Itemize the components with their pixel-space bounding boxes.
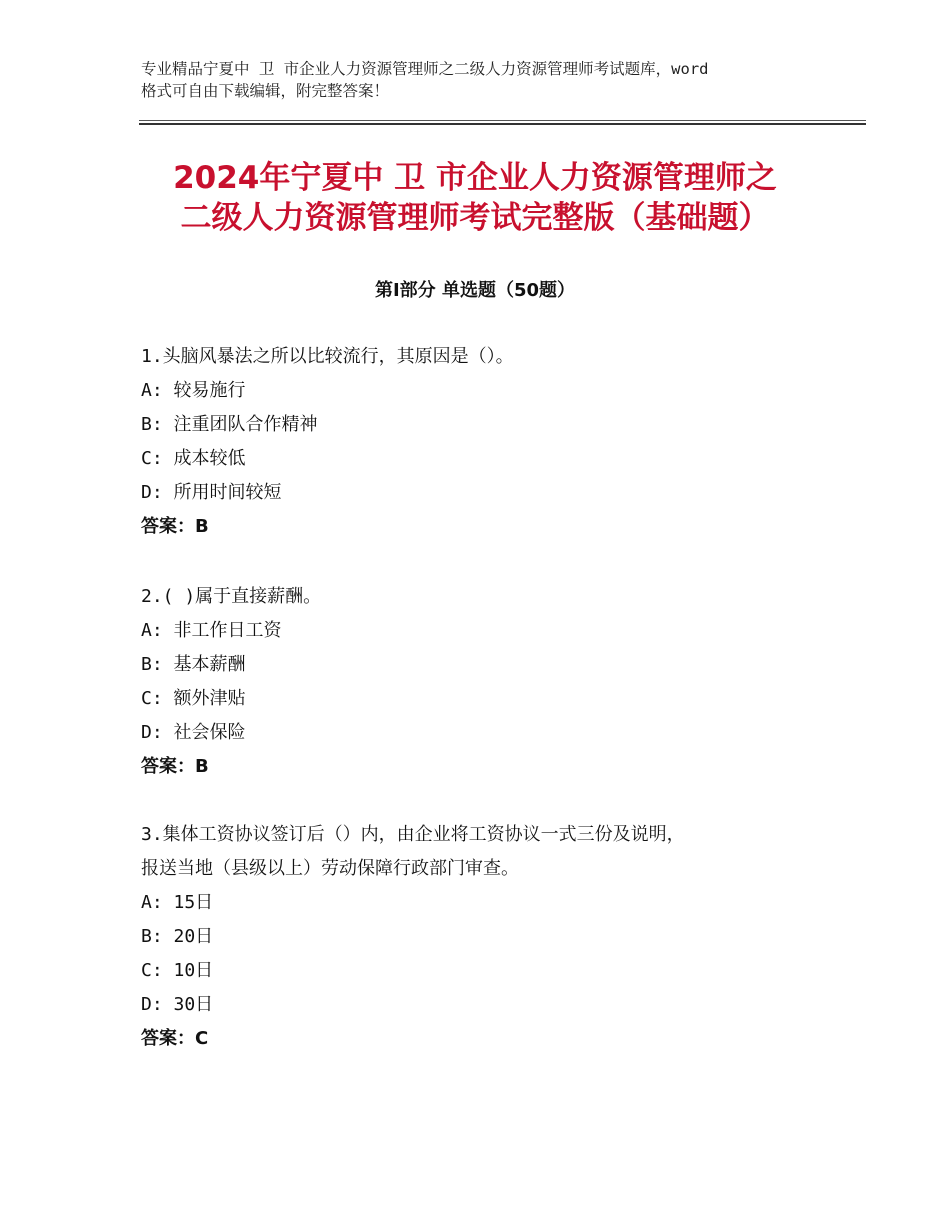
question-stem-continued: 报送当地（县级以上）劳动保障行政部门审查。: [141, 858, 519, 879]
header-divider: [139, 120, 866, 121]
option-b: B: 20日: [141, 926, 214, 947]
option-a: A: 较易施行: [141, 380, 246, 401]
header-note-line: 专业精品宁夏中 卫 市企业人力资源管理师之二级人力资源管理师考试题库，word: [141, 60, 709, 78]
header-note: [141, 58, 841, 102]
option-b: B: 注重团队合作精神: [141, 414, 318, 435]
document-title: [100, 158, 850, 238]
answer: 答案：B: [141, 756, 209, 777]
option-b: B: 基本薪酬: [141, 654, 246, 675]
question-2: [141, 580, 841, 784]
question-stem: 1.头脑风暴法之所以比较流行，其原因是（）。: [141, 346, 514, 367]
answer: 答案：B: [141, 516, 209, 537]
header-note-line: 格式可自由下载编辑，附完整答案！: [141, 82, 390, 100]
question-3: [141, 818, 841, 1056]
title-line: 2024年宁夏中 卫 市企业人力资源管理师之: [173, 160, 777, 196]
option-c: C: 10日: [141, 960, 214, 981]
header-divider-thick: [139, 123, 866, 125]
option-c: C: 成本较低: [141, 448, 246, 469]
option-d: D: 所用时间较短: [141, 482, 282, 503]
option-c: C: 额外津贴: [141, 688, 246, 709]
question-stem: 2.( )属于直接薪酬。: [141, 586, 322, 607]
title-line: 二级人力资源管理师考试完整版（基础题）: [180, 200, 770, 236]
question-1: [141, 340, 841, 544]
option-d: D: 30日: [141, 994, 214, 1015]
option-a: A: 非工作日工资: [141, 620, 282, 641]
option-a: A: 15日: [141, 892, 214, 913]
answer: 答案：C: [141, 1028, 209, 1049]
question-stem: 3.集体工资协议签订后（）内，由企业将工资协议一式三份及说明，: [141, 824, 685, 845]
option-d: D: 社会保险: [141, 722, 246, 743]
section-title: 第Ⅰ部分 单选题（50题）: [374, 280, 575, 301]
